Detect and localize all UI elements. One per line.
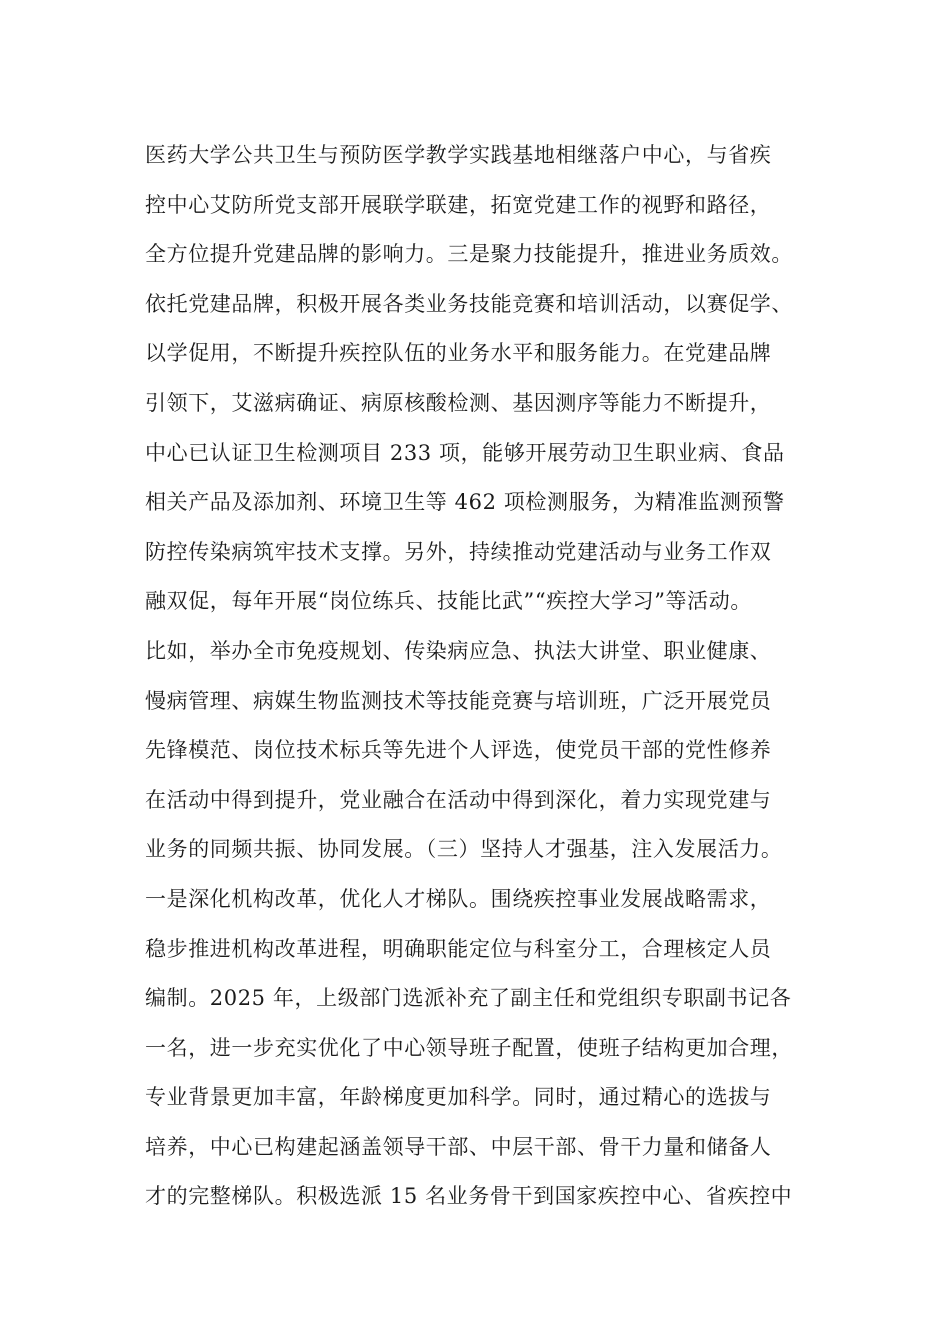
text-line: 培养，中心已构建起涵盖领导干部、中层干部、骨干力量和储备人 [145, 1134, 772, 1159]
text-line: 依托党建品牌，积极开展各类业务技能竞赛和培训活动，以赛促学、 [145, 291, 793, 316]
text-line: 全方位提升党建品牌的影响力。三是聚力技能提升，推进业务质效。 [145, 242, 793, 267]
text-line: 融双促，每年开展“岗位练兵、技能比武”“疾控大学习”等活动。 [145, 589, 752, 614]
text-line: 在活动中得到提升，党业融合在活动中得到深化，着力实现党建与 [145, 787, 772, 812]
text-line: 一是深化机构改革，优化人才梯队。围绕疾控事业发展战略需求， [145, 886, 772, 911]
text-line: 中心已认证卫生检测项目 233 项，能够开展劳动卫生职业病、食品 [145, 440, 785, 465]
text-line: 业务的同频共振、协同发展。（三）坚持人才强基，注入发展活力。 [145, 837, 783, 862]
text-line: 稳步推进机构改革进程，明确职能定位与科室分工，合理核定人员 [145, 936, 772, 961]
text-line: 才的完整梯队。积极选派 15 名业务骨干到国家疾控中心、省疾控中 [145, 1184, 793, 1209]
text-line: 专业背景更加丰富，年龄梯度更加科学。同时，通过精心的选拔与 [145, 1085, 772, 1110]
text-line: 以学促用，不断提升疾控队伍的业务水平和服务能力。在党建品牌 [145, 341, 772, 366]
text-line: 慢病管理、病媒生物监测技术等技能竞赛与培训班，广泛开展党员 [145, 688, 772, 713]
body-paragraph [145, 131, 835, 1222]
text-line: 先锋模范、岗位技术标兵等先进个人评选，使党员干部的党性修养 [145, 738, 772, 763]
text-line: 比如，举办全市免疫规划、传染病应急、执法大讲堂、职业健康、 [145, 638, 772, 663]
text-line: 防控传染病筑牢技术支撑。另外，持续推动党建活动与业务工作双 [145, 539, 772, 564]
text-line: 控中心艾防所党支部开展联学联建，拓宽党建工作的视野和路径， [145, 192, 772, 217]
text-line: 一名，进一步充实优化了中心领导班子配置，使班子结构更加合理， [145, 1035, 793, 1060]
text-line: 相关产品及添加剂、环境卫生等 462 项检测服务，为精准监测预警 [145, 490, 785, 515]
text-line: 医药大学公共卫生与预防医学教学实践基地相继落户中心，与省疾 [145, 143, 772, 167]
text-line: 编制。2025 年，上级部门选派补充了副主任和党组织专职副书记各 [145, 986, 792, 1011]
text-line: 引领下，艾滋病确证、病原核酸检测、基因测序等能力不断提升， [145, 390, 772, 415]
